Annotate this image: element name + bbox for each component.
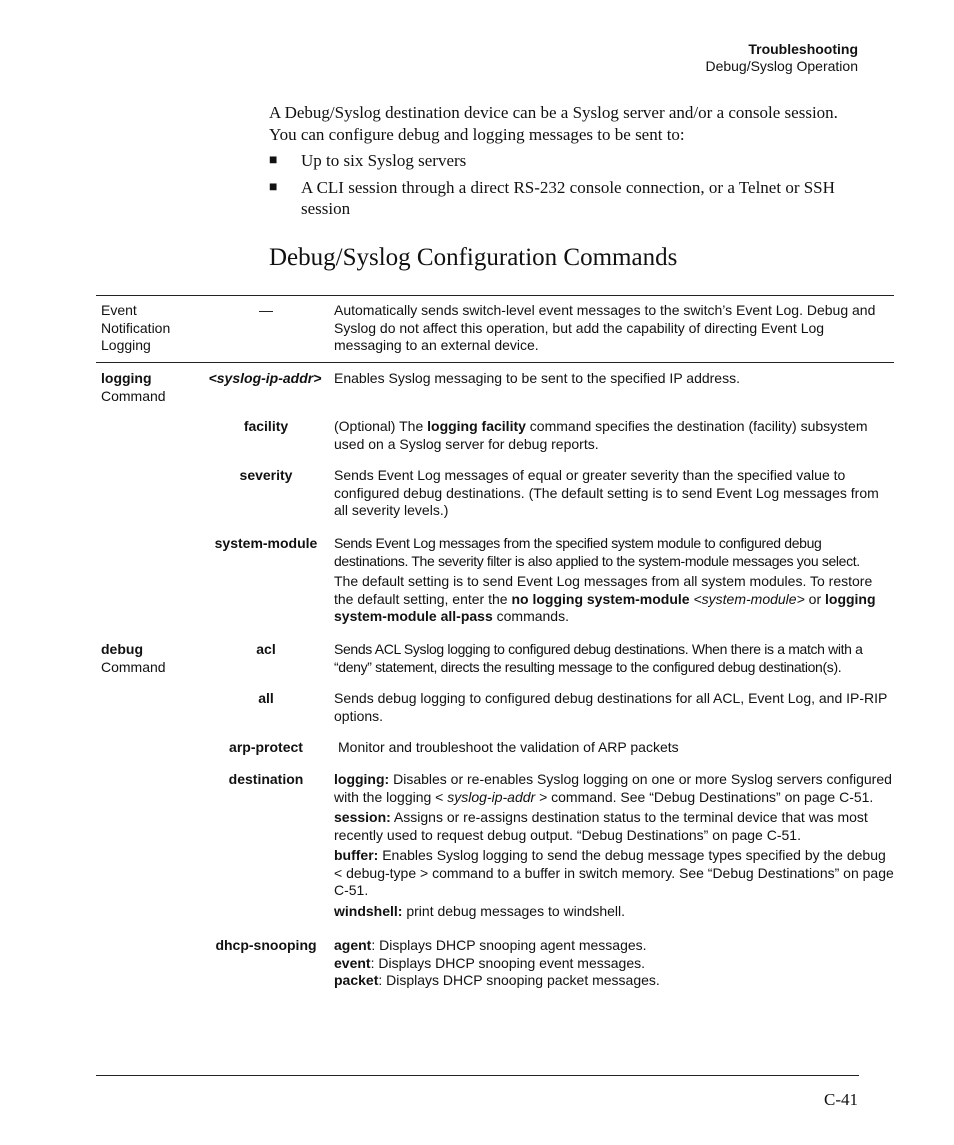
event-notification-label: Event Notification Logging <box>101 302 171 353</box>
header-section: Troubleshooting <box>748 41 858 57</box>
severity-param: severity <box>239 467 293 483</box>
header-subsection: Debug/Syslog Operation <box>705 58 858 74</box>
table-divider-rule <box>96 362 894 363</box>
arp-protect-description: Monitor and troubleshoot the validation of ARP packets <box>338 739 679 755</box>
intro-block <box>269 102 869 225</box>
acl-description: Sends ACL Syslog logging to configured debug destinations. When there is a match with a “deny” statement, directs the resulting message to the configured debug destination(s). <box>334 641 863 675</box>
all-param: all <box>258 690 274 706</box>
square-bullet-icon: ■ <box>269 179 278 195</box>
facility-param: facility <box>243 418 289 434</box>
destination-param: destination <box>228 771 304 787</box>
syslog-ip-addr-description: Enables Syslog messaging to be sent to the specified IP address. <box>334 370 740 386</box>
event-notification-description: Automatically sends switch-level event messages to the switch’s Event Log. Debug and Syslog do not affect this operation, but add the capability of directing Event Log messaging to an external device. <box>334 302 876 353</box>
dhcp-snooping-description: agent: Displays DHCP snooping agent messages. event: Displays DHCP snooping event messages. packet: Displays DHCP snooping packet messages. <box>334 937 660 988</box>
section-title: Debug/Syslog Configuration Commands <box>269 244 678 271</box>
system-module-description: Sends Event Log messages from the specified system module to configured debug destinations. The severity filter is also applied to the system-module messages you select. The default setting is to send Event Log messages from all system modules. To restore the default setting, enter the no logging system-module <system-module> or logging system-module all-pass commands. <box>334 535 876 624</box>
intro-bullet-list <box>269 150 869 220</box>
facility-description: (Optional) The logging facility command specifies the destination (facility) subsystem used on a Syslog server for debug reports. <box>334 418 868 452</box>
list-item: ■ Up to six Syslog servers <box>269 151 467 170</box>
all-description: Sends debug logging to configured debug destinations for all ACL, Event Log, and IP-RIP options. <box>334 690 888 724</box>
syslog-ip-addr-param: <syslog-ip-addr> <box>208 370 322 386</box>
footer-rule <box>96 1075 859 1076</box>
destination-description: logging: Disables or re-enables Syslog logging on one or more Syslog servers configured with the logging < syslog-ip-addr > command. See “Debug Destinations” on page C-51. session: Assigns or re-assigns destination status to the terminal device that was most recently used to request debug output. “Debug Destinations” on page C-51. buffer: Enables Syslog logging to send the debug message types specified by the debug < debug-type > command to a buffer in switch memory. See “Debug Destinations” on page C-51. windshell: print debug messages to windshell. <box>334 771 894 919</box>
running-header <box>705 41 858 75</box>
arp-protect-param: arp-protect <box>229 739 303 755</box>
list-item: ■ A CLI session through a direct RS-232 console connection, or a Telnet or SSH session <box>269 177 835 218</box>
event-notification-param: — <box>259 302 273 318</box>
table-top-rule <box>96 295 894 296</box>
page-number: C-41 <box>824 1090 858 1109</box>
debug-command-label: debug Command <box>101 641 166 675</box>
intro-paragraph: A Debug/Syslog destination device can be a Syslog server and/or a console session. You can configure debug and logging messages to be sent to: <box>269 103 838 144</box>
logging-command-label: logging Command <box>101 370 166 404</box>
severity-description: Sends Event Log messages of equal or greater severity than the specified value to configured debug destinations. (The default setting is to send Event Log messages from all severity levels.) <box>334 467 879 518</box>
dhcp-snooping-param: dhcp-snooping <box>215 937 317 953</box>
system-module-param: system-module <box>214 535 318 551</box>
square-bullet-icon: ■ <box>269 153 278 168</box>
acl-param: acl <box>256 641 276 657</box>
